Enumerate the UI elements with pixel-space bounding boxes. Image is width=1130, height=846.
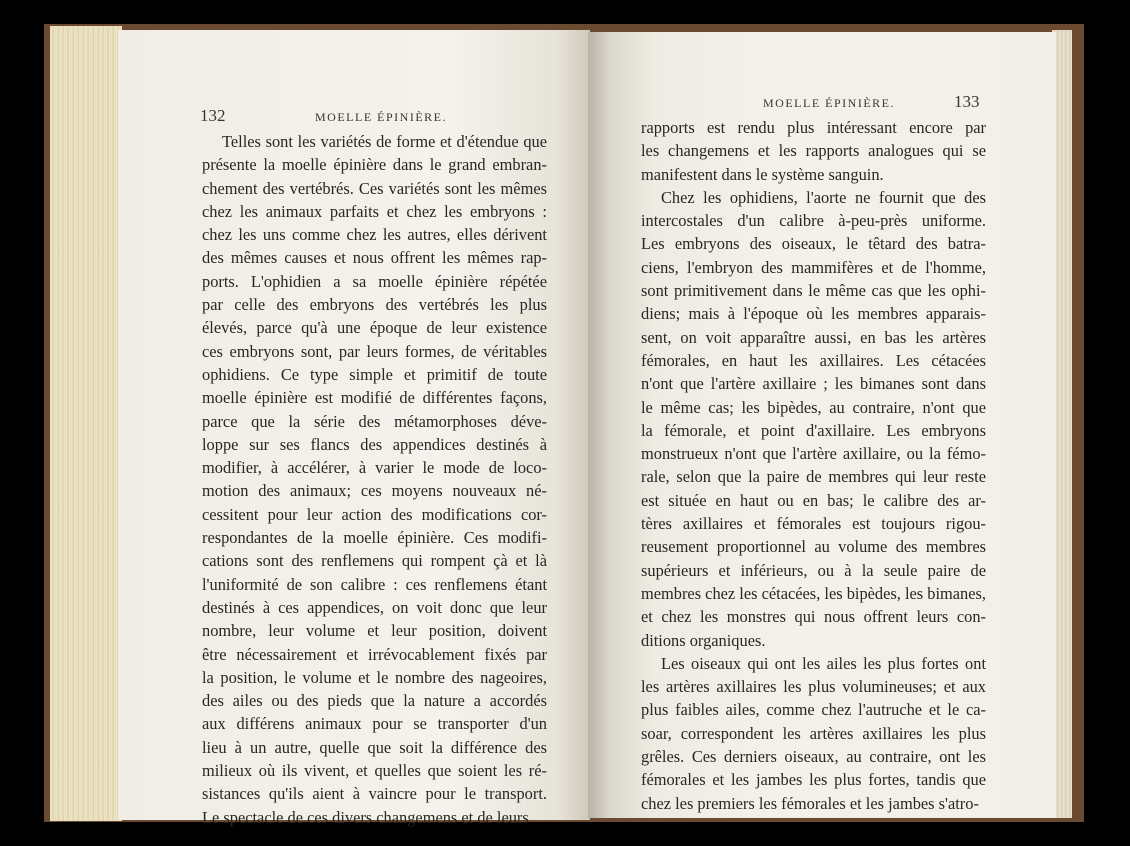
left-text-block [202, 130, 547, 829]
text-line: sent, on voit apparaître aussi, en bas les artères [641, 327, 986, 347]
text-line: respondantes de la moelle épinière. Ces modifi- [202, 528, 547, 548]
text-line: le même cas; les bipèdes, au contraire, n'ont que [641, 397, 986, 417]
text-line: chez les premiers les fémorales et les jambes s'atro- [641, 793, 979, 813]
text-line: des mêmes causes et nous offrent les mêmes rap- [202, 248, 547, 268]
text-line: des ailes ou des pieds que la nature a accordés [202, 691, 547, 711]
text-line: supérieurs et inférieurs, ou à la seule paire de [641, 560, 986, 580]
text-line: présente la moelle épinière dans le grand embran- [202, 155, 547, 175]
text-line: intercostales d'un calibre à-peu-près uniforme. [641, 211, 986, 231]
text-line: ces embryons sont, par leurs formes, de véritables [202, 341, 547, 361]
text-line: l'uniformité de son calibre : ces renflemens étant [202, 574, 547, 594]
text-line: Telles sont les variétés de forme et d'étendue que [222, 132, 547, 151]
text-line: chement des vertébrés. Ces variétés sont les mêmes [202, 178, 547, 198]
text-line: ciens, l'embryon des mammifères et de l'homme, [641, 257, 986, 277]
text-line: cessitent pour leur action des modifications cor- [202, 504, 547, 524]
text-line: loppe sur ses flancs des appendices destinés à [202, 434, 547, 454]
right-page-number: 133 [954, 92, 980, 111]
text-line: sont primitivement dans le même cas que les ophi- [641, 281, 986, 301]
text-line: chez les animaux parfaits et chez les embryons : [202, 201, 547, 221]
text-line: plus faibles ailes, comme chez l'autruche et le ca- [641, 700, 986, 720]
text-line: chez les uns comme chez les autres, elles dérivent [202, 225, 547, 245]
right-running-head: MOELLE ÉPINIÈRE. [763, 96, 895, 110]
text-line: milieux où ils vivent, et quelles que soient les ré- [202, 761, 547, 781]
text-line: être nécessairement et irrévocablement fixés par [202, 644, 547, 664]
text-line: ophidiens. Ce type simple et primitif de toute [202, 364, 547, 384]
text-line: n'ont que l'artère axillaire ; les bimanes sont dans [641, 374, 986, 394]
page-edges-left [50, 26, 122, 821]
text-line: monstrueux n'ont que l'artère axillaire, ou la fémo- [641, 444, 986, 464]
text-line: reusement proportionnel au volume des membres [641, 537, 986, 557]
text-line: destinés à ces appendices, on voit donc que leur [202, 597, 547, 617]
text-line: Les oiseaux qui ont les ailes les plus fortes ont [661, 653, 986, 673]
text-line: soar, correspondent les artères axillaires les plus [641, 723, 986, 743]
text-line: Chez les ophidiens, l'aorte ne fournit que des [661, 187, 986, 207]
text-line: la fémorale, et point d'axillaire. Les embryons [641, 420, 986, 440]
text-line: par celle des embryons des vertébrés les plus [202, 295, 547, 315]
text-line: élevés, parce qu'à une époque de leur existence [202, 318, 547, 338]
left-page [118, 30, 590, 827]
text-line: membres chez les cétacées, les bipèdes, les bimanes, [641, 583, 986, 603]
right-page [588, 32, 1056, 818]
text-line: Les embryons des oiseaux, le têtard des batra- [641, 234, 986, 254]
text-line: modifier, à accélérer, à varier le mode de loco- [202, 458, 547, 478]
text-line: rapports est rendu plus intéressant encore par [641, 118, 986, 137]
text-line: motion des animaux; ces moyens nouveaux né- [202, 481, 547, 501]
text-line: les changemens et les rapports analogues qui se [641, 141, 986, 161]
text-line: ports. L'ophidien a sa moelle épinière répétée [202, 271, 547, 291]
text-line: grêles. Ces derniers oiseaux, au contraire, ont les [641, 747, 986, 767]
text-line: moelle épinière est modifié de différentes façons, [202, 388, 547, 408]
text-line: et chez les monstres qui nous offrent leurs con- [641, 607, 986, 627]
text-line: Le spectacle de ces divers changemens et de leurs [202, 807, 529, 827]
text-line: parce que la série des métamorphoses déve- [202, 411, 547, 431]
text-line: lieu à un autre, quelle que soit la différence des [202, 737, 547, 757]
text-line: aux différens animaux pour se transporter d'un [202, 714, 547, 734]
text-line: sistances qu'ils aient à vaincre pour le transport. [202, 784, 547, 804]
text-line: est située en haut ou en bas; le calibre des ar- [641, 490, 986, 510]
text-line: ditions organiques. [641, 630, 766, 650]
left-running-head: MOELLE ÉPINIÈRE. [315, 110, 447, 124]
text-line: fémorales, en haut les axillaires. Les cétacées [641, 350, 986, 370]
text-line: diens; mais à l'époque où les membres apparais- [641, 304, 986, 324]
right-text-block [641, 116, 986, 815]
text-line: cations sont des renflemens qui rompent çà et là [202, 551, 547, 571]
text-line: manifestent dans le système sanguin. [641, 164, 884, 184]
text-line: tères axillaires et fémorales est toujours rigou- [641, 514, 986, 534]
text-line: rale, selon que la paire de membres qui leur reste [641, 467, 986, 487]
text-line: nombre, leur volume et leur position, doivent [202, 621, 547, 641]
text-line: la position, le volume et le nombre des nageoires, [202, 667, 547, 687]
text-line: les artères axillaires les plus volumineuses; et aux [641, 677, 986, 697]
text-line: fémorales et les jambes les plus fortes, tandis que [641, 770, 986, 790]
left-page-number: 132 [200, 106, 226, 125]
